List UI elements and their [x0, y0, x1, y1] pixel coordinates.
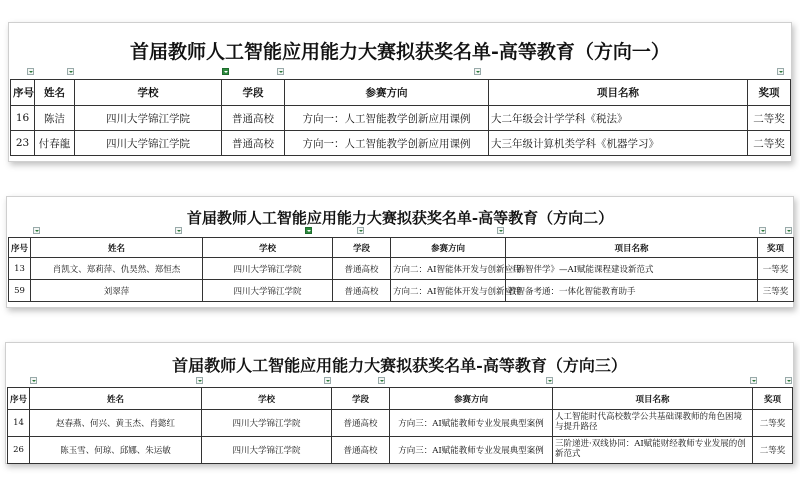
- filter-row: [6, 377, 793, 385]
- cell-direction: 方向一：人工智能教学创新应用课例: [285, 106, 489, 131]
- header-cell: 参赛方向: [285, 80, 489, 106]
- filter-dropdown-icon[interactable]: [378, 377, 385, 384]
- header-cell: 序号: [11, 80, 35, 106]
- cell-project: 大二年级会计学学科《税法》: [489, 106, 748, 131]
- filter-dropdown-icon[interactable]: [546, 377, 553, 384]
- cell-direction: 方向三：AI赋能教师专业发展典型案例: [390, 437, 553, 464]
- cell-index: 14: [8, 410, 30, 437]
- filter-dropdown-icon[interactable]: [27, 68, 34, 75]
- filter-dropdown-icon[interactable]: [759, 227, 766, 234]
- award-panel-direction-2: [6, 196, 794, 308]
- cell-school: 四川大学锦江学院: [202, 410, 332, 437]
- header-cell: 学校: [75, 80, 222, 106]
- header-cell: 学段: [333, 238, 391, 258]
- cell-project: 大三年级计算机类学科《机器学习》: [489, 131, 748, 156]
- cell-index: 23: [11, 131, 35, 156]
- filter-dropdown-icon[interactable]: [324, 377, 331, 384]
- cell-direction: 方向二：AI智能体开发与创新应用: [391, 258, 506, 280]
- table-title: 首届教师人工智能应用能力大赛拟获奖名单-高等教育（方向三）: [172, 356, 627, 375]
- table-header-row: [8, 388, 793, 410]
- header-cell: 项目名称: [489, 80, 748, 106]
- filter-row: [7, 227, 793, 235]
- header-cell: 奖项: [753, 388, 793, 410]
- cell-award: 二等奖: [753, 410, 793, 437]
- header-cell: 姓名: [30, 388, 202, 410]
- table-row: [11, 106, 791, 131]
- cell-award: 二等奖: [748, 106, 791, 131]
- cell-stage: 普通高校: [333, 258, 391, 280]
- cell-name: 刘翠萍: [31, 280, 203, 302]
- filter-dropdown-icon[interactable]: [175, 227, 182, 234]
- cell-index: 16: [11, 106, 35, 131]
- cell-award: 二等奖: [748, 131, 791, 156]
- header-cell: 参赛方向: [390, 388, 553, 410]
- cell-project: 三阶递进·双线协同：AI赋能财经教师专业发展的创新范式: [553, 437, 753, 464]
- cell-name: 肖凯文、郑莉萍、仇昊然、郑恒杰: [31, 258, 203, 280]
- filter-dropdown-icon[interactable]: [750, 377, 757, 384]
- cell-project: 教智备考通：一体化智能教育助手: [506, 280, 758, 302]
- filter-dropdown-icon[interactable]: [785, 227, 792, 234]
- cell-index: 26: [8, 437, 30, 464]
- filter-row: [9, 68, 791, 76]
- cell-name: 付春龍: [35, 131, 75, 156]
- cell-school: 四川大学锦江学院: [203, 280, 333, 302]
- cell-stage: 普通高校: [332, 410, 390, 437]
- table-title: 首届教师人工智能应用能力大赛拟获奖名单-高等教育（方向一）: [130, 41, 670, 63]
- award-panel-direction-3: [5, 342, 794, 464]
- filter-dropdown-icon[interactable]: [474, 68, 481, 75]
- filter-dropdown-icon[interactable]: [33, 227, 40, 234]
- cell-award: 二等奖: [753, 437, 793, 464]
- table-row: [8, 410, 793, 437]
- filter-dropdown-icon[interactable]: [277, 68, 284, 75]
- table-title: 首届教师人工智能应用能力大赛拟获奖名单-高等教育（方向二）: [186, 209, 614, 227]
- cell-award: 一等奖: [758, 258, 794, 280]
- filter-dropdown-icon[interactable]: [777, 68, 784, 75]
- cell-stage: 普通高校: [222, 106, 285, 131]
- header-cell: 奖项: [758, 238, 794, 258]
- award-table: [8, 237, 794, 302]
- cell-direction: 方向三：AI赋能教师专业发展典型案例: [390, 410, 553, 437]
- filter-dropdown-icon[interactable]: [196, 377, 203, 384]
- table-row: [11, 131, 791, 156]
- award-table: [10, 79, 791, 156]
- cell-name: 陈洁: [35, 106, 75, 131]
- filter-dropdown-icon[interactable]: [67, 68, 74, 75]
- cell-award: 三等奖: [758, 280, 794, 302]
- table-header-row: [11, 80, 791, 106]
- cell-school: 四川大学锦江学院: [203, 258, 333, 280]
- table-header-row: [9, 238, 794, 258]
- table-row: [9, 258, 794, 280]
- filter-dropdown-icon[interactable]: [497, 227, 504, 234]
- header-cell: 学校: [203, 238, 333, 258]
- filter-active-icon[interactable]: [222, 68, 229, 75]
- header-cell: 姓名: [35, 80, 75, 106]
- filter-dropdown-icon[interactable]: [357, 227, 364, 234]
- header-cell: 姓名: [31, 238, 203, 258]
- filter-dropdown-icon[interactable]: [30, 377, 37, 384]
- table-row: [8, 437, 793, 464]
- cell-school: 四川大学锦江学院: [202, 437, 332, 464]
- cell-index: 13: [9, 258, 31, 280]
- cell-name: 陈玉雪、何琼、邱娜、朱运敏: [30, 437, 202, 464]
- filter-dropdown-icon[interactable]: [785, 377, 792, 384]
- header-cell: 学校: [202, 388, 332, 410]
- award-table: [7, 387, 793, 464]
- cell-school: 四川大学锦江学院: [75, 106, 222, 131]
- cell-project: 人工智能时代高校数学公共基础课教师的角色困境与提升路径: [553, 410, 753, 437]
- header-cell: 项目名称: [553, 388, 753, 410]
- cell-name: 赵春燕、何兴、黄玉杰、肖懿红: [30, 410, 202, 437]
- cell-stage: 普通高校: [332, 437, 390, 464]
- header-cell: 参赛方向: [391, 238, 506, 258]
- header-cell: 序号: [9, 238, 31, 258]
- filter-active-icon[interactable]: [305, 227, 312, 234]
- cell-direction: 方向一：人工智能教学创新应用课例: [285, 131, 489, 156]
- cell-direction: 方向二：AI智能体开发与创新应用: [391, 280, 506, 302]
- table-row: [9, 280, 794, 302]
- header-cell: 学段: [332, 388, 390, 410]
- header-cell: 序号: [8, 388, 30, 410]
- cell-stage: 普通高校: [333, 280, 391, 302]
- cell-project: 《锦智伴学》—AI赋能课程建设新范式: [506, 258, 758, 280]
- header-cell: 学段: [222, 80, 285, 106]
- cell-index: 59: [9, 280, 31, 302]
- award-panel-direction-1: [8, 22, 792, 162]
- cell-school: 四川大学锦江学院: [75, 131, 222, 156]
- cell-stage: 普通高校: [222, 131, 285, 156]
- header-cell: 奖项: [748, 80, 791, 106]
- header-cell: 项目名称: [506, 238, 758, 258]
